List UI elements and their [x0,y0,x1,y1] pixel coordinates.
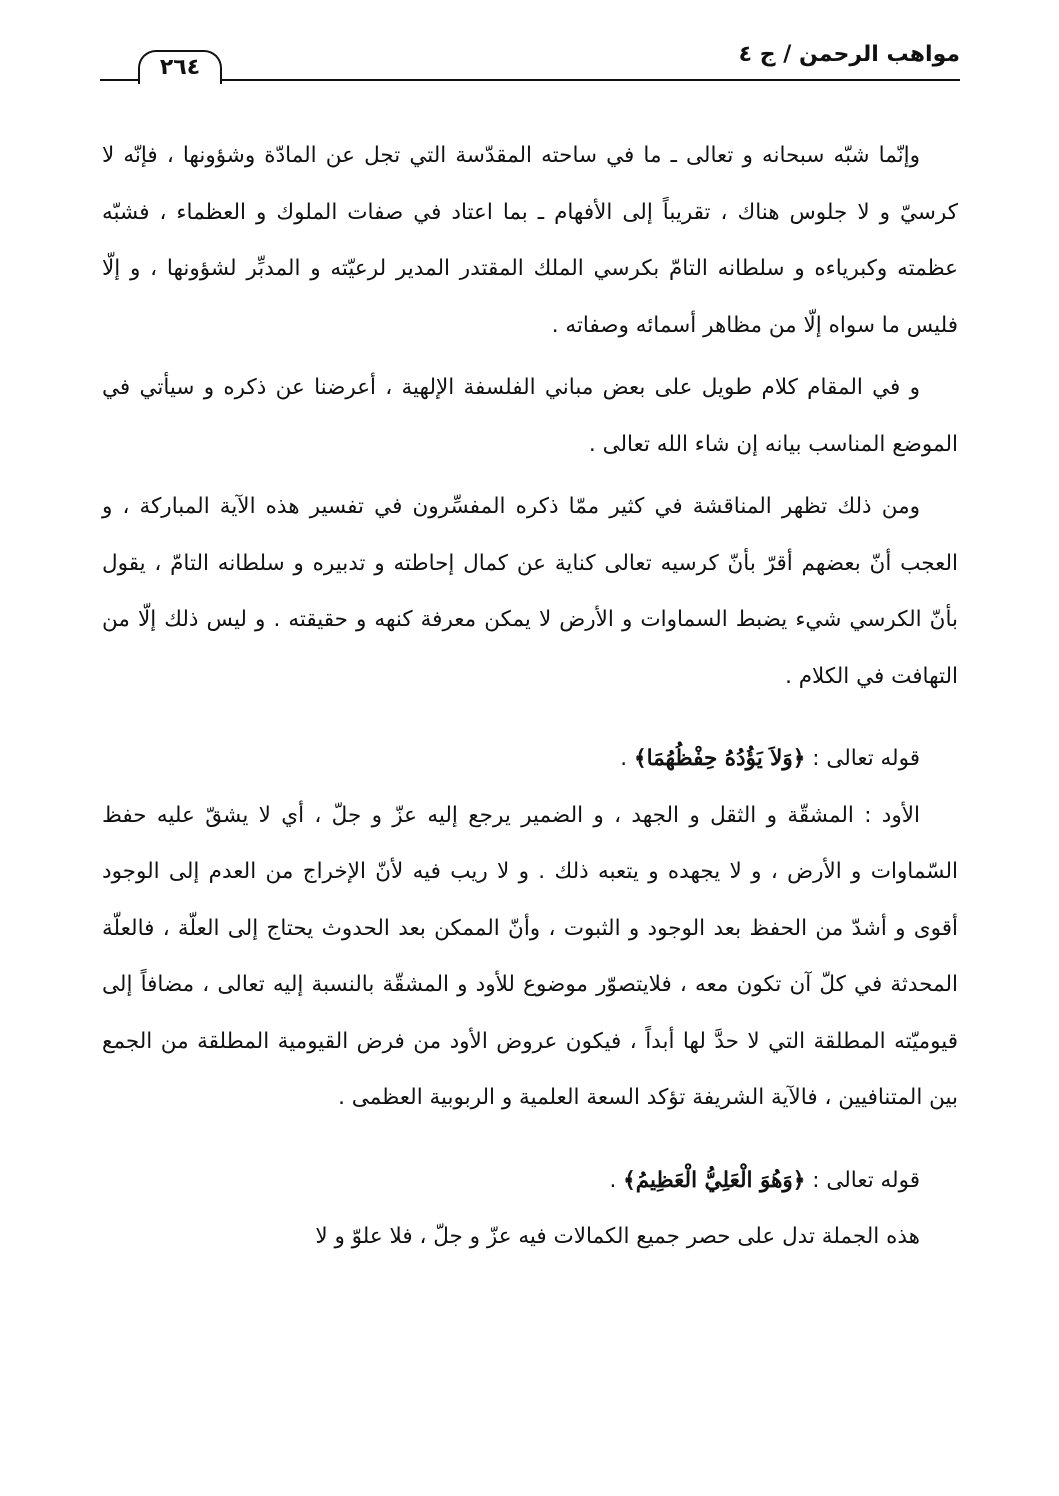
page-number: ٢٦٤ [159,55,201,80]
running-head: مواهب الرحمن / ج ٤ [738,42,960,67]
verse-heading-aliyy-azim [102,1153,958,1210]
paragraph-commentators-critique: ومن ذلك تظهر المناقشة في كثير ممّا ذكره المفسِّرون في تفسير هذه الآية المباركة ، و العجب أنّ بعضهم أقرّ بأنّ كرسيه تعالى كناية عن كمال إحاطته و تدبيره و سلطانه التامّ ، يقول بأنّ الكرسي شيء يضبط السماوات و الأرض لا يمكن معرفة كنهه و حقيقته . و ليس ذلك إلّا من التهافت في الكلام . [102,494,958,689]
verse-intro: قوله تعالى : [805,746,920,771]
page-number-frame [138,50,222,84]
paragraph-perfections: هذه الجملة تدل على حصر جميع الكمالات فيه عزّ و جلّ ، فلا علوّ و لا [315,1224,920,1249]
quran-verse: ﴿وَلاَ يَؤُدُهُ حِفْظُهُمَا﴾ [633,746,806,771]
verse-heading-hifzuhuma [102,731,958,788]
header-rule [100,79,960,81]
verse-end: . [609,1167,624,1193]
page-header [100,38,960,84]
body-text [102,128,958,1266]
quran-verse: ﴿وَهُوَ الْعَلِيُّ الْعَظِيمُ﴾ [623,1167,806,1193]
paragraph-kursi-metaphor: وإنّما شبّه سبحانه و تعالى ـ ما في ساحته المقدّسة التي تجل عن المادّة وشؤونها ، فإنّه لا كرسيّ و لا جلوس هناك ، تقريباً إلى الأفهام ـ بما اعتاد في صفات الملوك و العظماء ، فشبّه عظمته وكبرياءه و سلطانه التامّ بكرسي الملك المقتدر المدير لرعيّته و المدبِّر لشؤونها ، و إلّا فليس ما سواه إلّا من مظاهر أسمائه وصفاته . [102,143,958,338]
paragraph-awd-explanation: الأود : المشقّة و الثقل و الجهد ، و الضمير يرجع إليه عزّ و جلّ ، أي لا يشقّ عليه حفظ السّماوات و الأرض ، و لا يجهده و يتعبه ذلك . و لا ريب فيه لأنّ الإخراج من العدم إلى الوجود أقوى و أشدّ من الحفظ بعد الوجود و الثبوت ، وأنّ الممكن بعد الحدوث يحتاج إلى العلّة ، فالعلّة المحدثة في كلّ آن تكون معه ، فلايتصوّر موضوع للأود و المشقّة بالنسبة إليه تعالى ، مضافاً إلى قيوميّته المطلقة التي لا حدَّ لها أبداً ، فيكون عروض الأود من فرض القيومية المطلقة من الجمع بين المتنافيين ، فالآية الشريفة تؤكد السعة العلمية و الربوبية العظمى . [102,802,958,1110]
paragraph-philosophy-note: و في المقام كلام طويل على بعض مباني الفلسفة الإلهية ، أعرضنا عن ذكره و سيأتي في الموضع المناسب بيانه إن شاء الله تعالى . [102,375,958,457]
verse-intro: قوله تعالى : [805,1167,920,1193]
verse-end: . [620,746,634,771]
